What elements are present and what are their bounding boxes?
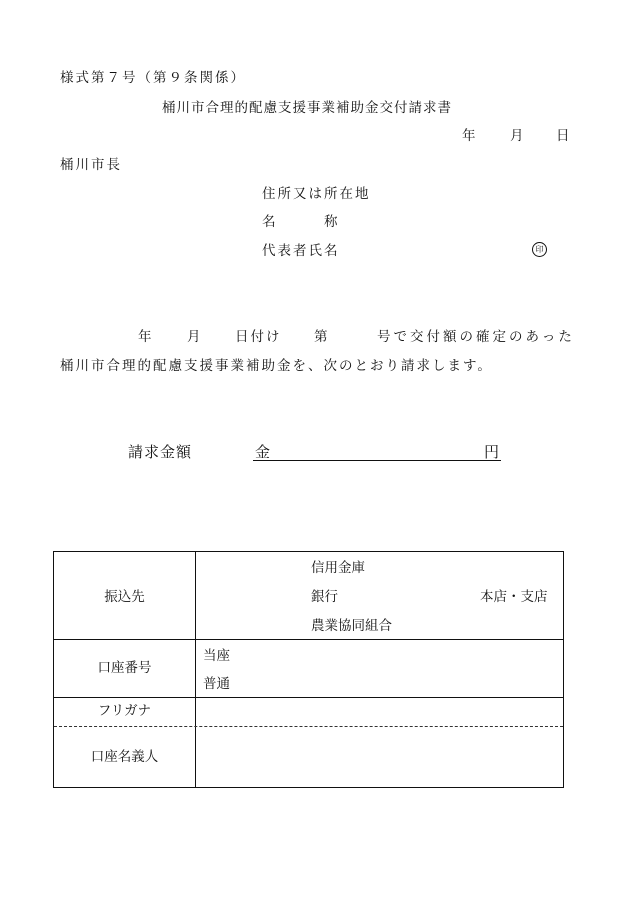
applicant-address-label: 住所又は所在地 bbox=[262, 186, 371, 202]
noukyou-label: 農業協同組合 bbox=[311, 618, 392, 634]
ginko-label: 銀行 bbox=[311, 589, 338, 605]
transfer-label: 振込先 bbox=[104, 589, 145, 605]
addressee: 桶川市長 bbox=[60, 157, 122, 173]
account-number-field[interactable] bbox=[203, 640, 563, 696]
body-dated: 日付け bbox=[235, 329, 282, 345]
representative-name-label: 代表者氏名 bbox=[262, 243, 340, 259]
body-year: 年 bbox=[138, 329, 152, 345]
date-day: 日 bbox=[556, 128, 570, 144]
date-year: 年 bbox=[462, 128, 476, 144]
seal-icon: 印 bbox=[532, 242, 547, 257]
amount-label: 請求金額 bbox=[128, 443, 193, 461]
document-title: 桶川市合理的配慮支援事業補助金交付請求書 bbox=[162, 100, 452, 116]
shinkin-label: 信用金庫 bbox=[311, 560, 365, 576]
touza-label: 当座 bbox=[203, 648, 230, 664]
body-month: 月 bbox=[187, 329, 201, 345]
amount-underline bbox=[253, 460, 501, 461]
applicant-name-label: 名 bbox=[262, 214, 276, 230]
form-number: 様式第７号（第９条関係） bbox=[60, 70, 246, 86]
amount-kin: 金 bbox=[255, 443, 271, 461]
body-dai: 第 bbox=[314, 329, 328, 345]
furigana-label: フリガナ bbox=[97, 703, 152, 719]
body-text-line2: 桶川市合理的配慮支援事業補助金を、次のとおり請求します。 bbox=[60, 358, 493, 374]
branch-label: 本店・支店 bbox=[480, 589, 548, 605]
amount-yen: 円 bbox=[484, 443, 500, 461]
futsu-label: 普通 bbox=[203, 676, 230, 692]
date-month: 月 bbox=[510, 128, 524, 144]
account-number-label: 口座番号 bbox=[97, 660, 152, 676]
applicant-name-label-2: 称 bbox=[324, 214, 338, 230]
bank-transfer-table bbox=[53, 551, 564, 788]
furigana-field[interactable] bbox=[196, 698, 564, 726]
account-name-label: 口座名義人 bbox=[90, 749, 159, 765]
account-name-field[interactable] bbox=[196, 727, 564, 787]
body-text-rest: 号で交付額の確定のあった bbox=[377, 329, 575, 345]
